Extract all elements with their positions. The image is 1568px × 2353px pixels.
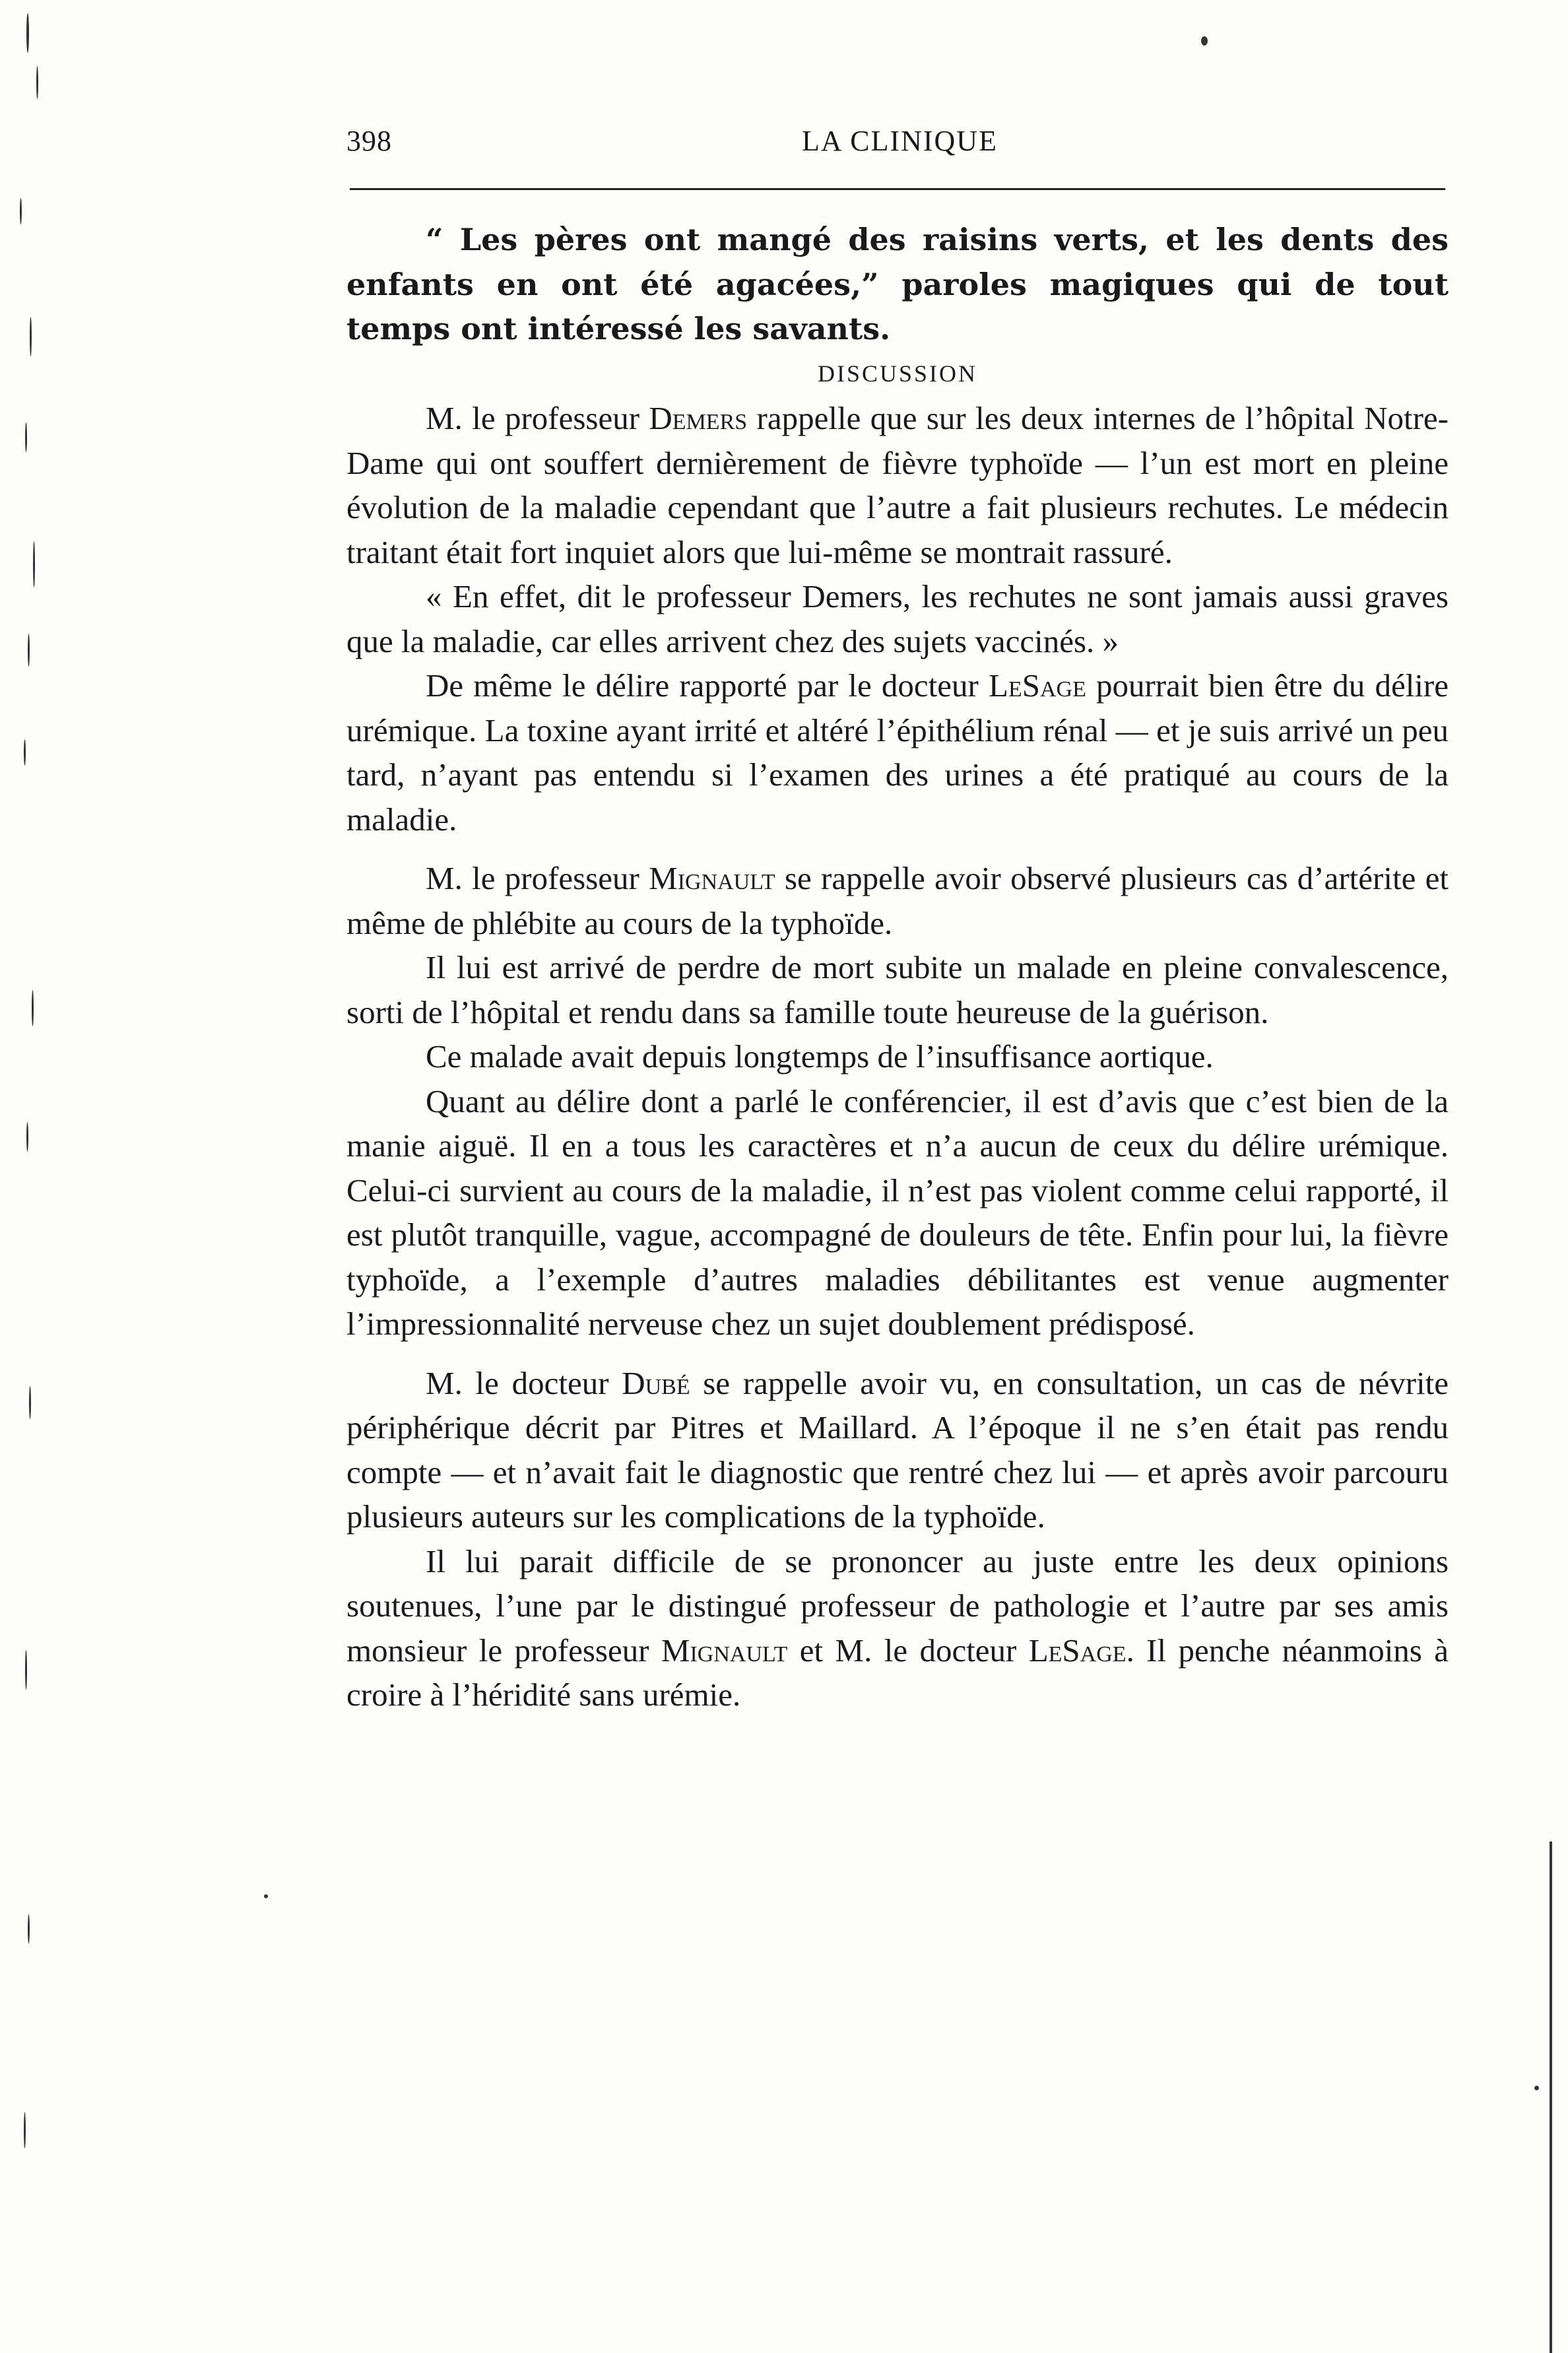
text-run: se rappelle avoir observé plusieurs cas d’artérite et même de phlébite au cours de la typhoïde. <box>346 860 1449 941</box>
ink-speck <box>264 1894 268 1898</box>
name-lesage: LeSage <box>989 667 1086 704</box>
page-number: 398 <box>346 125 392 157</box>
paragraph-dube <box>346 1361 1449 1539</box>
name-dube: Dubé <box>622 1364 690 1401</box>
text-run: M. le professeur <box>426 400 649 436</box>
text-run: rappelle que sur les deux internes de l’hôpital Notre-Dame qui ont souffert dernièrement de fièvre typhoïde — l’un est mort en pleine évolution de la maladie cependant que l’autre a fait plusieurs rechutes. Le médecin traitant était fort inquiet alors que lui-même se montrait rassuré. <box>346 400 1449 570</box>
paragraph-insuffisance: Ce malade avait depuis longtemps de l’insuffisance aortique. <box>426 1038 1214 1075</box>
text-run: De même le délire rapporté par le docteur <box>426 667 989 704</box>
paragraph-demers <box>346 396 1449 574</box>
paragraph-lesage <box>346 663 1449 842</box>
text-run: Il lui parait difficile de se prononcer au juste entre les deux opinions soutenues, l’une par le distingué professeur de pathologie et l’autre par ses amis monsieur le professeur <box>346 1542 1449 1669</box>
name-mignault: Mignault <box>661 1632 788 1669</box>
page-header <box>346 124 1442 164</box>
paragraph-conclusion <box>346 1539 1449 1717</box>
name-lesage: LeSage <box>1028 1632 1127 1669</box>
intro-paragraph: “ Les pères ont mangé des raisins verts, et les dents des enfants en ont été agacées,” paroles magiques qui de tout temps ont intéressé les savants. <box>346 222 1449 347</box>
name-mignault: Mignault <box>649 860 775 896</box>
text-run: et M. le docteur <box>787 1632 1029 1669</box>
text-run: M. le docteur <box>426 1364 622 1401</box>
header-rule <box>350 188 1445 190</box>
running-title: LA CLINIQUE <box>802 125 998 157</box>
body-text <box>346 218 1449 1717</box>
ink-speck <box>1201 36 1208 46</box>
paragraph-delire: Quant au délire dont a parlé le conférencier, il est d’avis que c’est bien de la manie aiguë. Il en a tous les caractères et n’a aucun de ceux du délire urémique. Celui-ci survient au cours de la maladie, il n’est pas violent comme celui rapporté, il est plutôt tranquille, vague, accompagné de douleurs de tête. Enfin pour lui, la fièvre typhoïde, a l’exemple d’autres maladies débilitantes est venue augmenter l’impressionnalité nerveuse chez un sujet doublement prédisposé. <box>346 1082 1449 1342</box>
paragraph-mignault <box>346 856 1449 945</box>
ink-speck <box>1534 2086 1539 2090</box>
scan-margin-marks <box>0 0 79 2353</box>
section-title: DISCUSSION <box>817 360 978 387</box>
paragraph-mort-subite: Il lui est arrivé de perdre de mort subite un malade en pleine convalescence, sorti de l’hôpital et rendu dans sa famille toute heureuse de la guérison. <box>346 949 1449 1030</box>
paragraph-quote-demers: « En effet, dit le professeur Demers, les rechutes ne sont jamais aussi graves que la maladie, car elles arrivent chez des sujets vaccinés. » <box>346 578 1449 659</box>
scan-edge-line <box>1550 1841 1552 2353</box>
text-run: pourrait bien être du délire urémique. La toxine ayant irrité et altéré l’épithélium rénal — et je suis arrivé un peu tard, n’ayant pas entendu si l’examen des urines a été pratiqué au cours de la maladie. <box>346 667 1449 838</box>
name-demers: Demers <box>649 400 748 436</box>
text-run: M. le professeur <box>426 860 649 896</box>
text-run: . Il penche néanmoins à croire à l’héridité sans urémie. <box>346 1632 1449 1713</box>
text-run: se rappelle avoir vu, en consultation, un cas de névrite périphérique décrit par Pitres et Maillard. A l’époque il ne s’en était pas rendu compte — et n’avait fait le diagnostic que rentré chez lui — et après avoir parcouru plusieurs auteurs sur les complications de la typhoïde. <box>346 1364 1449 1535</box>
